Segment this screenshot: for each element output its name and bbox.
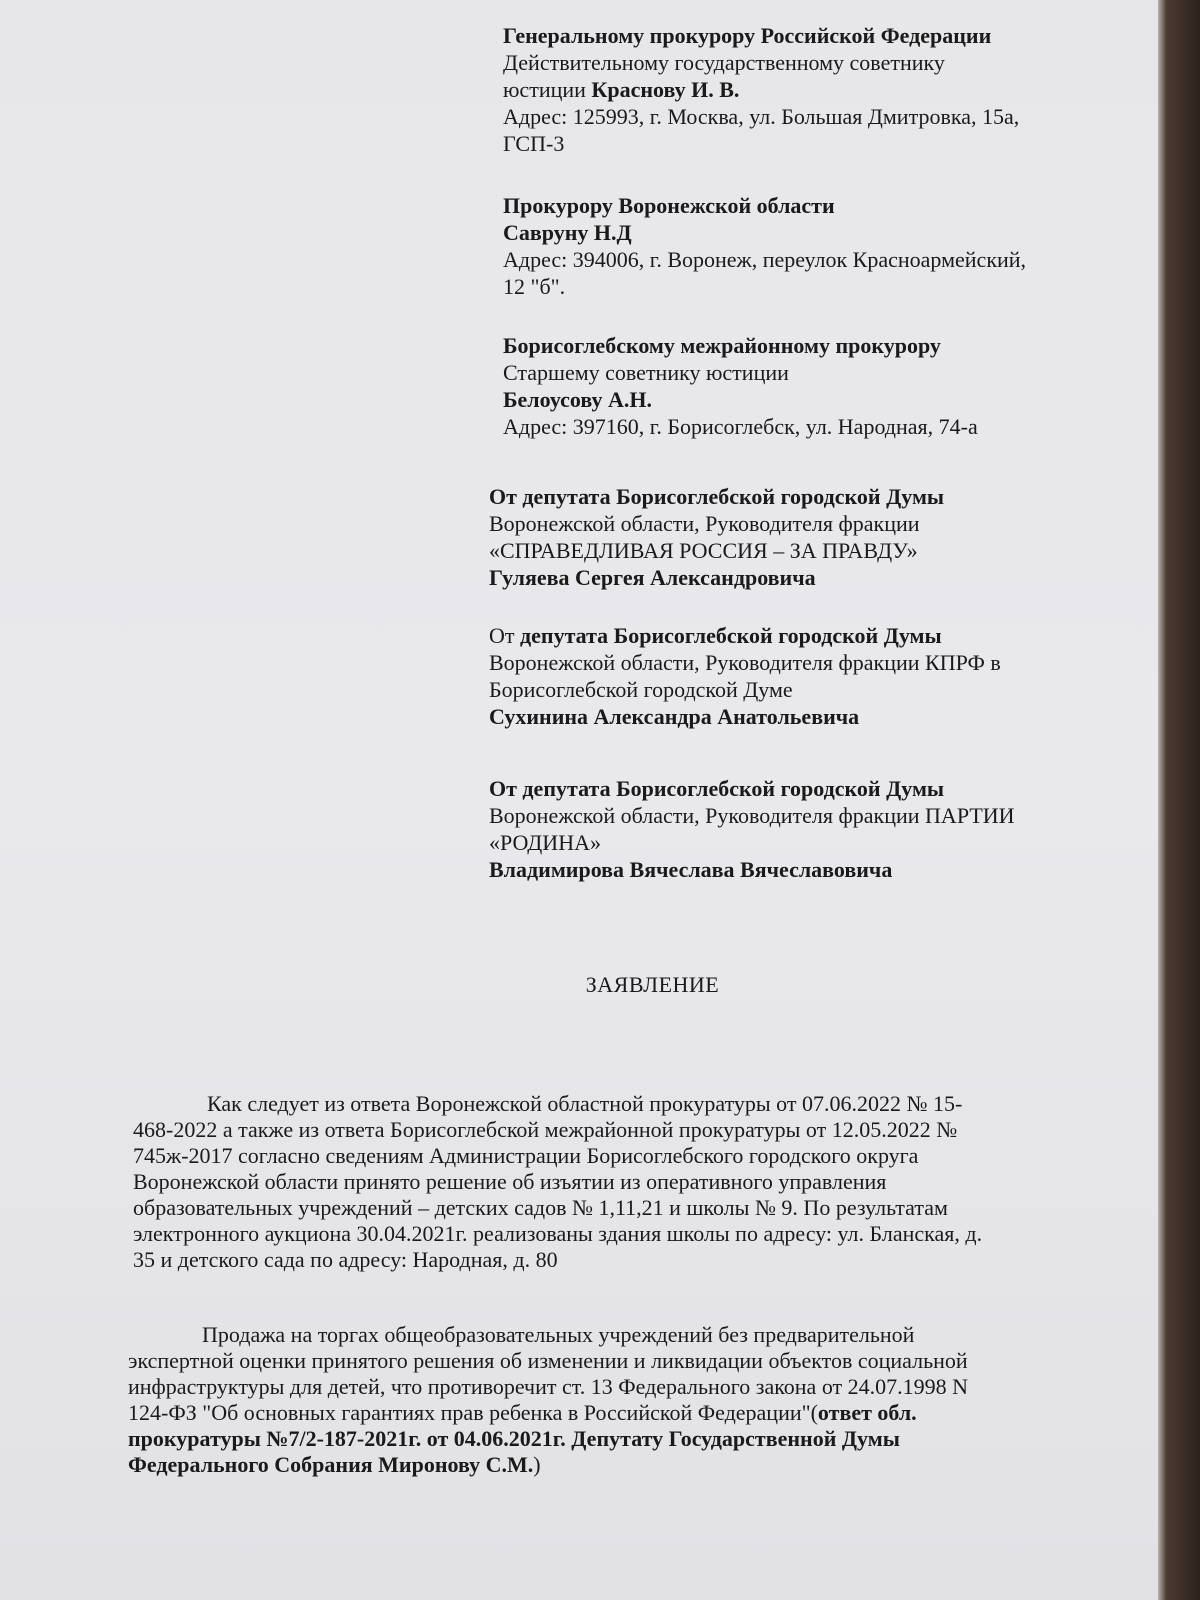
recipient-address: Адрес: 125993, г. Москва, ул. Большая Дмитровка, 15а, <box>503 104 1020 129</box>
recipient-name: Краснову И. В. <box>591 77 740 102</box>
recipient-title: Генеральному прокурору Российской Федерации <box>503 23 992 48</box>
paragraph-line <box>128 1452 1128 1478</box>
recipient-address-cont: ГСП-3 <box>503 131 565 156</box>
sender-position: Воронежской области, Руководителя фракции КПРФ в <box>489 650 1001 675</box>
sender-name: Гуляева Сергея Александровича <box>489 565 816 590</box>
sender-from: От депутата Борисоглебской городской Думы <box>489 484 945 509</box>
recipient-name: Савруну Н.Д <box>503 220 632 245</box>
recipient-rank: Старшему советнику юстиции <box>503 360 789 385</box>
paragraph-bold-text: Федерального Собрания Миронову С.М. <box>128 1452 534 1477</box>
recipient-rank-cont: юстиции <box>503 77 592 102</box>
sender-faction: Борисоглебской городской Думе <box>489 677 793 702</box>
paragraph-bold-text: ответ обл. <box>817 1400 917 1425</box>
paragraph-line: электронного аукциона 30.04.2021г. реализованы здания школы по адресу: ул. Бланская, д. <box>133 1221 983 1246</box>
sender-position: Воронежской области, Руководителя фракции <box>489 511 920 536</box>
sender-sukhinin <box>489 622 1089 730</box>
recipient-address: Адрес: 394006, г. Воронеж, переулок Красноармейский, <box>503 247 1027 272</box>
sender-name: Владимирова Вячеслава Вячеславовича <box>489 857 893 882</box>
sender-faction: «СПРАВЕДЛИВАЯ РОССИЯ – ЗА ПРАВДУ» <box>489 538 918 563</box>
paragraph-line: 745ж-2017 согласно сведениям Администрации Борисоглебского городского округа <box>133 1143 919 1168</box>
paragraph-line: Продажа на торгах общеобразовательных учреждений без предварительной <box>202 1322 915 1347</box>
paragraph-line: инфраструктуры для детей, что противоречит ст. 13 Федерального закона от 24.07.1998 N <box>128 1374 969 1399</box>
sender-from-bold: депутата Борисоглебской городской Думы <box>520 623 942 648</box>
recipient-title: Прокурору Воронежской области <box>503 193 835 218</box>
paragraph-line: 468-2022 а также из ответа Борисоглебской межрайонной прокуратуры от 12.05.2022 № <box>133 1117 958 1142</box>
sender-position: Воронежской области, Руководителя фракции ПАРТИИ <box>489 803 1015 828</box>
recipient-district-prosecutor <box>503 332 1103 440</box>
recipient-name-line <box>503 76 1103 103</box>
recipient-name: Белоусову А.Н. <box>503 387 652 412</box>
recipient-general-prosecutor <box>503 22 1103 157</box>
paragraph-line <box>128 1400 1128 1426</box>
document-title: ЗАЯВЛЕНИЕ <box>585 972 720 997</box>
table-edge <box>1158 0 1200 1600</box>
paragraph-closing: ) <box>533 1452 541 1477</box>
paragraph-text: 124-ФЗ "Об основных гарантиях прав ребенка в Российской Федерации"( <box>128 1400 818 1425</box>
sender-from: От депутата Борисоглебской городской Думы <box>489 776 945 801</box>
sender-vladimirov <box>489 775 1089 883</box>
sender-faction: «РОДИНА» <box>489 830 601 855</box>
paragraph-2 <box>128 1322 1128 1478</box>
recipient-regional-prosecutor <box>503 192 1103 300</box>
recipient-address: Адрес: 397160, г. Борисоглебск, ул. Народная, 74-а <box>503 414 978 439</box>
recipient-title: Борисоглебскому межрайонному прокурору <box>503 333 941 358</box>
sender-gulyaev <box>489 483 1089 591</box>
paragraph-1 <box>133 1091 1093 1273</box>
sender-from-prefix: От <box>489 623 521 648</box>
sender-from <box>489 622 1089 649</box>
paragraph-line: 35 и детского сада по адресу: Народная, д. 80 <box>133 1247 558 1272</box>
paragraph-line: Воронежской области принято решение об изъятии из оперативного управления <box>133 1169 887 1194</box>
paragraph-line: Как следует из ответа Воронежской областной прокуратуры от 07.06.2022 № 15- <box>207 1091 963 1116</box>
recipient-address-cont: 12 "б". <box>503 274 566 299</box>
paragraph-line: экспертной оценки принятого решения об изменении и ликвидации объектов социальной <box>128 1348 968 1373</box>
paragraph-line: образовательных учреждений – детских садов № 1,11,21 и школы № 9. По результатам <box>133 1195 948 1220</box>
recipient-rank: Действительному государственному советнику <box>503 50 945 75</box>
sender-name: Сухинина Александра Анатольевича <box>489 704 860 729</box>
paragraph-bold-line: прокуратуры №7/2-187-2021г. от 04.06.2021г. Депутату Государственной Думы <box>128 1426 900 1451</box>
